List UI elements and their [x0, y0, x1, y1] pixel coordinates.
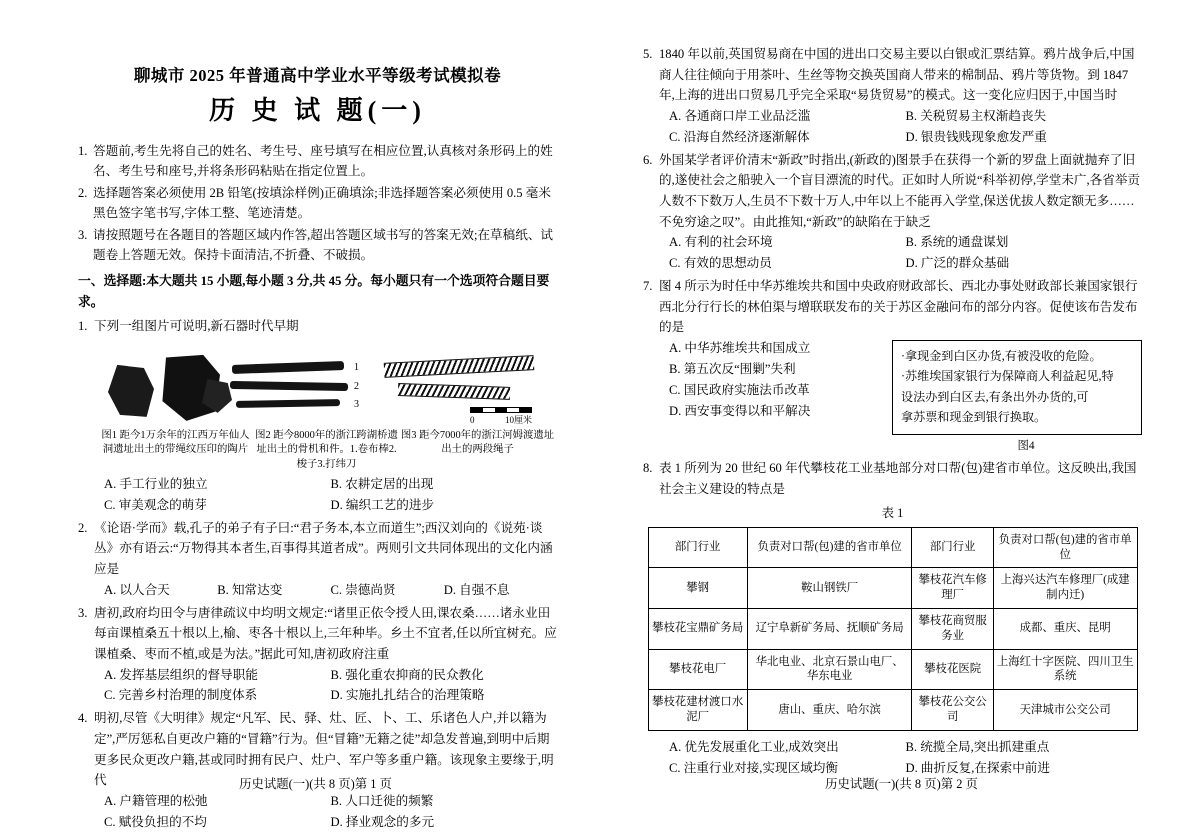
table-cell: 攀枝花汽车修理厂 [912, 568, 993, 609]
section-heading-multiple-choice: 一、选择题:本大题共 15 小题,每小题 3 分,共 45 分。每小题只有一个选项符合题目要求。 [78, 274, 550, 309]
option-c[interactable]: C. 沿海自然经济逐渐解体 [669, 129, 810, 144]
question-stem: 表 1 所列为 20 世纪 60 年代攀枝花工业基地部分对口帮(包)建省市单位。这反映出,我国社会主义建设的特点是 [659, 461, 1137, 496]
figure-2-caption: 图2 距今8000年的浙江跨湖桥遗址出土的骨机和件。1.卷布棒2.梭子3.打纬刀 [255, 429, 398, 470]
table-cell: 攀钢 [648, 568, 747, 609]
exam-notice-block [78, 141, 557, 265]
table-caption: 表 1 [881, 506, 904, 521]
page-footer-left: 历史试题(一)(共 8 页)第 1 页 [239, 777, 392, 791]
table-header-cell: 负责对口帮(包)建的省市单位 [993, 527, 1137, 568]
question-5-options [643, 106, 1142, 148]
table-row [648, 690, 1137, 731]
exam-subject-title: 历 史 试 题(一) [209, 96, 426, 125]
question-stem: 1840 年以前,英国贸易商在中国的进出口交易主要以白银或汇票结算。鸦片战争后,中国商人往往倾向于用茶叶、生丝等物交换英国商人带来的棉制品、鸦片等货物。到 1847 年,上海的进出口贸易几乎完全采取“易货贸易”的模式。这一变化应归因于,中国当时 [659, 47, 1135, 103]
notice-number: 2. [78, 185, 88, 200]
question-5 [643, 44, 1142, 148]
option-b[interactable]: B. 系统的通盘谋划 [905, 235, 1009, 250]
question-6-options [643, 232, 1142, 274]
option-c[interactable]: C. 注重行业对接,实现区域均衡 [669, 760, 838, 775]
question-3 [78, 603, 557, 707]
figure-4-line: ·苏维埃国家银行为保障商人利益起见,特 [901, 369, 1114, 384]
table-cell: 辽宁阜新矿务局、抚顺矿务局 [747, 608, 912, 649]
pottery-shard-icon [108, 365, 154, 417]
question-7 [643, 276, 1142, 456]
figure-4-notice-box [892, 340, 1142, 435]
option-d[interactable]: D. 自强不息 [443, 582, 510, 597]
table-row [648, 568, 1137, 609]
option-b[interactable]: B. 关税贸易主权渐趋丧失 [905, 108, 1047, 123]
figure-4-line: 设法办到白区去,有条出外办货的,可 [901, 389, 1089, 404]
question-number: 5. [643, 47, 653, 61]
option-b[interactable]: B. 强化重农抑商的民众教化 [330, 667, 484, 682]
notice-text: 请按照题号在各题目的答题区域内作答,超出答题区域书写的答案无效;在草稿纸、试题卷上答题无效。保持卡面清洁,不折叠、不破损。 [93, 227, 554, 262]
question-2 [78, 518, 557, 601]
scale-bar [470, 407, 532, 428]
option-a[interactable]: A. 户籍管理的松弛 [104, 793, 208, 808]
figure-2-label: 2 [354, 380, 359, 392]
option-c[interactable]: C. 审美观念的萌芽 [104, 497, 207, 512]
option-c[interactable]: C. 有效的思想动员 [669, 256, 772, 271]
rope-icon [384, 355, 535, 378]
option-d[interactable]: D. 择业观念的多元 [330, 814, 435, 829]
option-a[interactable]: A. 发挥基层组织的督导职能 [104, 667, 258, 682]
table-header-row [648, 527, 1137, 568]
question-number: 8. [643, 461, 653, 476]
option-d[interactable]: D. 编织工艺的进步 [330, 497, 435, 512]
figure-3-ropes [376, 349, 551, 427]
table-cell: 上海红十字医院、四川卫生系统 [993, 649, 1137, 690]
page-footer-right: 历史试题(一)(共 8 页)第 2 页 [825, 777, 978, 791]
table-header-cell: 负责对口帮(包)建的省市单位 [747, 527, 912, 568]
figure-3-caption: 图3 距今7000年的浙江河姆渡遗址出土的两段绳子 [400, 429, 555, 456]
option-a[interactable]: A. 手工行业的独立 [104, 477, 208, 491]
question-7-options [643, 338, 873, 422]
question-6 [643, 150, 1142, 274]
question-stem: 《论语·学而》载,孔子的弟子有子曰:“君子务本,本立而道生”;西汉刘向的《说苑·谈丛》亦有语云:“万物得其本者生,百事得其道者成”。两则引文共同体现出的文化内涵应是 [94, 520, 553, 577]
table-cell: 成都、重庆、昆明 [993, 608, 1137, 649]
notice-text: 选择题答案必须使用 2B 铅笔(按填涂样例)正确填涂;非选择题答案必须使用 0.5 毫米黑色签字笔书写,字体工整、笔迹清楚。 [93, 185, 551, 221]
option-a[interactable]: A. 各通商口岸工业品泛滥 [669, 108, 811, 123]
option-b[interactable]: B. 农耕定居的出现 [330, 477, 434, 491]
figure-2-label: 1 [354, 361, 359, 373]
question-4 [78, 708, 557, 832]
question-1-figure-group [78, 341, 557, 472]
table-cell: 攀枝花医院 [912, 649, 993, 690]
bone-tool-icon [236, 399, 340, 408]
question-8-options [643, 737, 1142, 779]
question-stem: 外国某学者评价清末“新政”时指出,(新政的)图景手在获得一个新的罗盘上面就抛弃了旧的,遂使社会之船驶入一个盲目漂流的时代。正如时人所说“科举初停,学堂未广,各省举贡人数不下数万人,生员不下数十万人,中年以上不能再入学堂,保送优拔人数定额无多……不免穷途之叹”。由此推知,“新政”的缺陷在于缺乏 [659, 152, 1141, 229]
page-column-right [591, 0, 1182, 800]
question-number: 1. [78, 319, 88, 334]
question-1-options [78, 474, 557, 516]
scale-bar-max: 10厘米 [504, 414, 532, 425]
option-c[interactable]: C. 赋役负担的不均 [104, 814, 207, 829]
notice-number: 1. [78, 144, 88, 158]
page-column-left [0, 0, 591, 829]
figure-4-line: 拿苏票和现金到银行换取。 [901, 410, 1047, 424]
table-header-cell: 部门行业 [912, 527, 993, 568]
option-d[interactable]: D. 银贵钱贱现象愈发严重 [905, 129, 1047, 144]
bone-tool-icon [232, 361, 344, 374]
option-c[interactable]: C. 完善乡村治理的制度体系 [104, 688, 258, 703]
option-c[interactable]: C. 崇德尚贤 [330, 582, 396, 597]
option-d[interactable]: D. 西安事变得以和平解决 [669, 403, 811, 418]
question-1 [78, 316, 557, 516]
table-cell: 天津城市公交公司 [993, 690, 1137, 731]
question-2-options [78, 580, 557, 601]
notice-number: 3. [78, 227, 88, 242]
question-stem: 明初,尽管《大明律》规定“凡军、民、驿、灶、匠、卜、工、乐诸色人户,并以籍为定”,严厉惩私自更改户籍的“冒籍”行为。但“冒籍”无籍之徒”却急发普遍,到明中后期更多民众更改户籍,甚或同时拥有民户、灶户、军户等多重户籍。该现象主要缘于,明代 [94, 711, 554, 788]
question-number: 3. [78, 605, 88, 620]
figure-4-caption: 图4 [1017, 440, 1035, 453]
table-header-cell: 部门行业 [648, 527, 747, 568]
exam-title: 聊城市 2025 年普通高中学业水平等级考试模拟卷 [133, 66, 502, 85]
table-cell: 攀枝花宝鼎矿务局 [648, 608, 747, 649]
table-cell: 上海兴达汽车修理厂(成建制内迁) [993, 568, 1137, 609]
question-8 [643, 458, 1142, 779]
question-stem: 下列一组图片可说明,新石器时代早期 [94, 319, 299, 334]
option-d[interactable]: D. 实施扎扎结合的治理策略 [330, 688, 485, 703]
table-cell: 唐山、重庆、哈尔滨 [747, 690, 912, 731]
option-a[interactable]: A. 优先发展重化工业,成效突出 [669, 739, 839, 754]
option-d[interactable]: D. 广泛的群众基础 [905, 256, 1010, 271]
figure-2-label: 3 [354, 398, 359, 410]
scale-bar-min: 0 [470, 414, 475, 425]
question-stem: 图 4 所示为时任中华苏维埃共和国中央政府财政部长、西北办事处财政部长兼国家银行西北分行行长的林伯渠与增联联发布的关于苏区金融问布的部分内容。促使该布告发布的是 [659, 279, 1138, 335]
table-cell: 攀枝花公交公司 [912, 690, 993, 731]
option-b[interactable]: B. 第五次反“围剿”失利 [669, 361, 796, 376]
table-cell: 攀枝花商贸服务业 [912, 608, 993, 649]
notice-item [78, 141, 557, 182]
figure-1-caption: 图1 距今1万余年的江西万年仙人洞遗址出土的带绳纹压印的陶片 [101, 429, 250, 456]
notice-item [78, 183, 557, 224]
figure-1-pottery-shards [102, 349, 226, 427]
table-cell: 华北电业、北京石景山电厂、华东电业 [747, 649, 912, 690]
table-row [648, 608, 1137, 649]
table-cell: 攀枝花电厂 [648, 649, 747, 690]
question-stem: 唐初,政府均田令与唐律疏议中均明文规定:“诸里正依令授人田,课农桑……诸永业田每亩课植桑五十根以上,榆、枣各十根以上,三年种毕。乡土不宜者,任以所宜树充。应课植桑、枣而不植,或是为法。”据此可知,唐初政府注重 [94, 605, 557, 661]
question-number: 7. [643, 279, 653, 294]
table-cell: 攀枝花建材渡口水泥厂 [648, 690, 747, 731]
option-b[interactable]: B. 知常达变 [217, 582, 283, 597]
table-cell: 鞍山钢铁厂 [747, 568, 912, 609]
figure-2-bone-tools [226, 349, 376, 427]
option-a[interactable]: A. 中华苏维埃共和国成立 [669, 340, 811, 355]
notice-text: 答题前,考生先将自己的姓名、考生号、座号填写在相应位置,认真核对条形码上的姓名、考生号和座号,并将条形码粘贴在指定位置上。 [93, 144, 553, 179]
option-c[interactable]: C. 国民政府实施法币改革 [669, 382, 810, 397]
question-number: 2. [78, 520, 88, 535]
question-number: 6. [643, 152, 653, 167]
notice-item [78, 225, 557, 266]
option-b[interactable]: B. 统揽全局,突出抓建重点 [905, 739, 1050, 754]
option-b[interactable]: B. 人口迁徙的频繁 [330, 793, 434, 808]
question-4-options [78, 791, 557, 833]
question-3-options [78, 665, 557, 707]
question-number: 4. [78, 711, 88, 726]
rope-icon [398, 383, 510, 400]
panzhihua-support-table [648, 527, 1138, 731]
option-a[interactable]: A. 有利的社会环境 [669, 235, 773, 250]
option-d[interactable]: D. 曲折反复,在探索中前进 [905, 760, 1050, 775]
bone-tool-icon [230, 381, 348, 391]
table-row [648, 649, 1137, 690]
option-a[interactable]: A. 以人合天 [104, 582, 170, 597]
figure-4-line: ·拿现金到白区办货,有被没收的危险。 [901, 348, 1102, 363]
